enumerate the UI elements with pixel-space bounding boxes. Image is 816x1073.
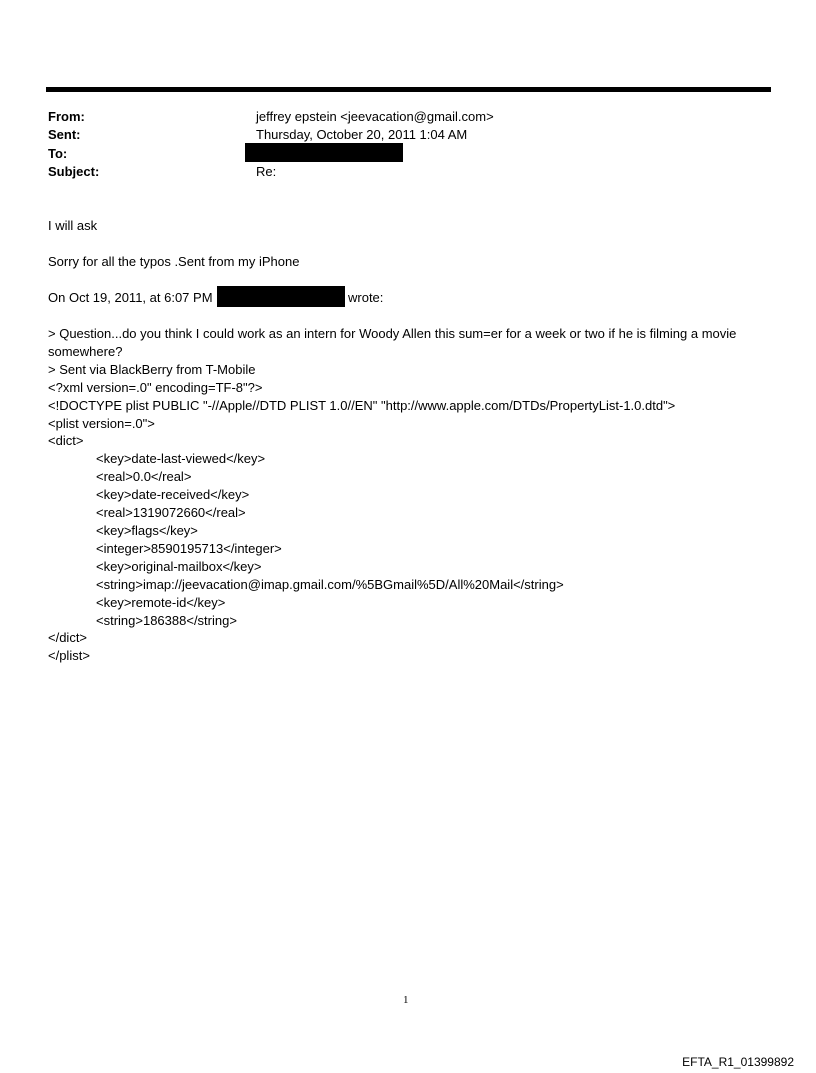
from-label: From: bbox=[48, 109, 85, 124]
to-redaction bbox=[245, 143, 403, 162]
sent-value: Thursday, October 20, 2011 1:04 AM bbox=[256, 127, 468, 142]
body-line-typos: Sorry for all the typos .Sent from my iPhone bbox=[48, 254, 300, 269]
plist-close: </plist> bbox=[48, 648, 90, 663]
page-number: 1 bbox=[403, 994, 409, 1006]
dict-line: <key>original-mailbox</key> bbox=[96, 559, 262, 574]
dict-line: <string>imap://jeevacation@imap.gmail.com/%5BGmail%5D/All%20Mail</string> bbox=[96, 577, 564, 592]
xml-declaration: <?xml version=.0" encoding=TF-8"?> bbox=[48, 380, 263, 395]
subject-value: Re: bbox=[256, 164, 277, 179]
dict-line: <key>flags</key> bbox=[96, 523, 198, 538]
dict-line: <string>186388</string> bbox=[96, 613, 237, 628]
dict-line: <key>date-received</key> bbox=[96, 487, 250, 502]
subject-label: Subject: bbox=[48, 164, 100, 179]
quote-header-prefix: On Oct 19, 2011, at 6:07 PM bbox=[48, 290, 213, 305]
dict-line: <integer>8590195713</integer> bbox=[96, 541, 282, 556]
quote-header-suffix: wrote: bbox=[348, 290, 384, 305]
dict-line: <key>date-last-viewed</key> bbox=[96, 451, 266, 466]
dict-close: </dict> bbox=[48, 630, 88, 645]
doctype-line: <!DOCTYPE plist PUBLIC "-//Apple//DTD PLIST 1.0//EN" "http://www.apple.com/DTDs/PropertyList-1.0.dtd"> bbox=[48, 398, 676, 413]
dict-open: <dict> bbox=[48, 433, 84, 448]
quoted-question: > Question...do you think I could work as an intern for Woody Allen this sum=er for a week or two if he is filming a movie somewhere? bbox=[48, 326, 737, 359]
from-value: jeffrey epstein <jeevacation@gmail.com> bbox=[256, 109, 494, 124]
dict-line: <key>remote-id</key> bbox=[96, 595, 226, 610]
plist-open: <plist version=.0"> bbox=[48, 416, 155, 431]
dict-line: <real>0.0</real> bbox=[96, 469, 192, 484]
dict-line: <real>1319072660</real> bbox=[96, 505, 246, 520]
document-id: EFTA_R1_01399892 bbox=[682, 1055, 794, 1069]
sender-redaction bbox=[217, 286, 345, 307]
body-line-ask: I will ask bbox=[48, 218, 98, 233]
to-label: To: bbox=[48, 146, 68, 161]
header-rule bbox=[46, 87, 771, 92]
sent-label: Sent: bbox=[48, 127, 81, 142]
quoted-sent-via: > Sent via BlackBerry from T-Mobile bbox=[48, 362, 256, 377]
